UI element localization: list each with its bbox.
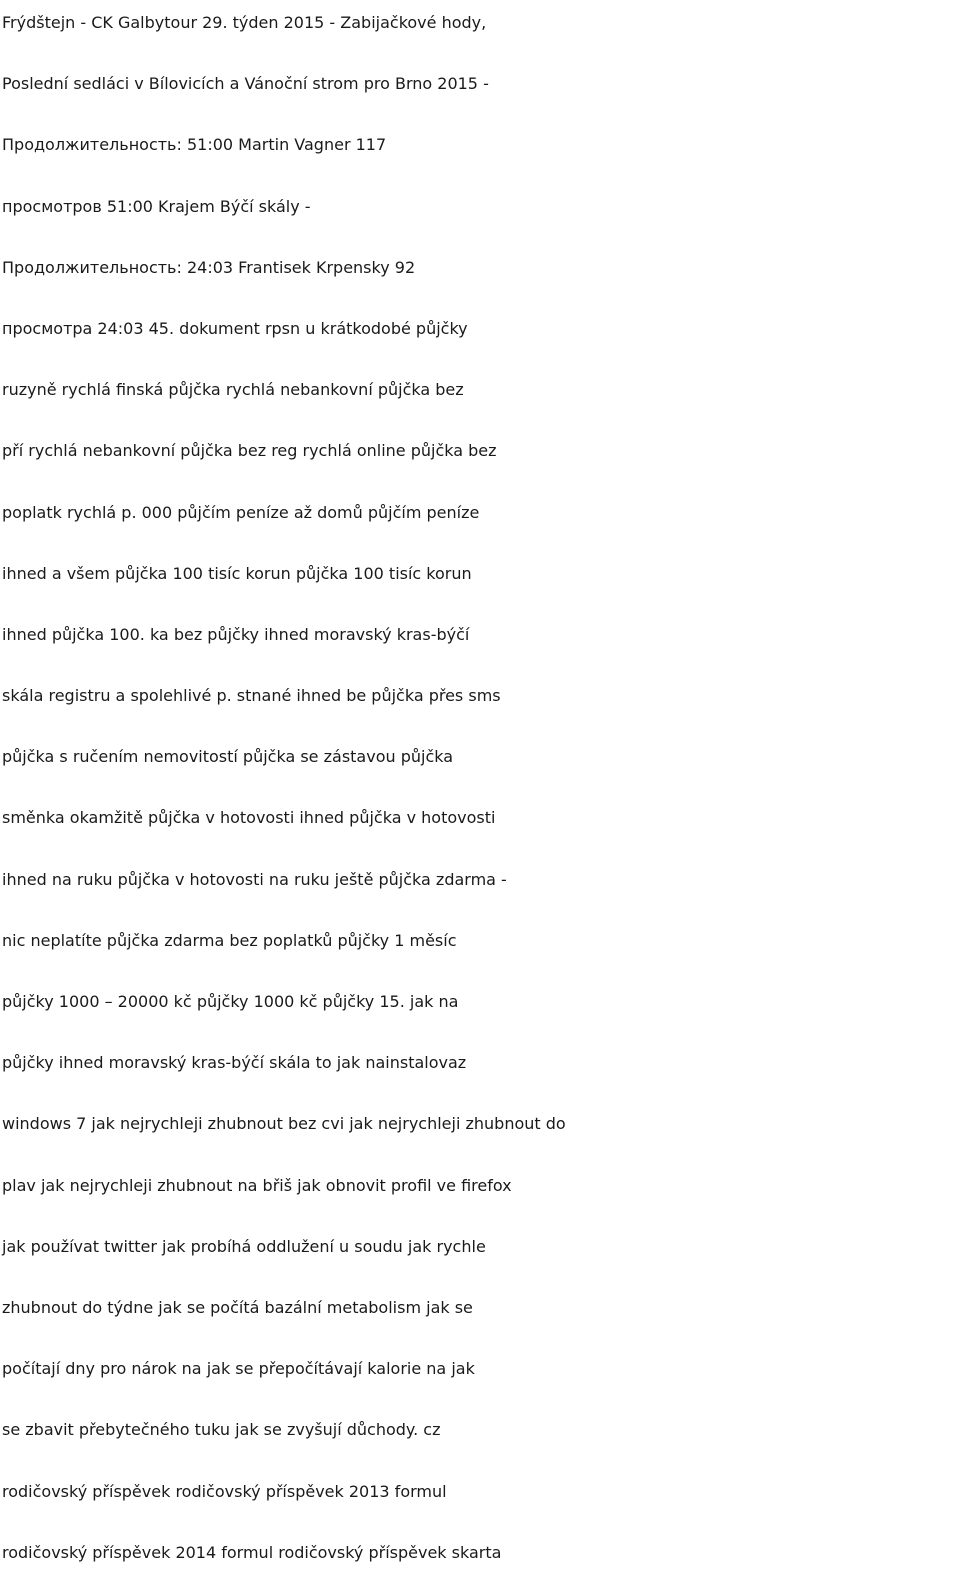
text-line: просмотров 51:00 Krajem Býčí skály - bbox=[2, 196, 311, 216]
text-line: rodičovský příspěvek rodičovský příspěvek 2013 formul bbox=[2, 1481, 447, 1501]
text-line: půjčky ihned moravský kras-býčí skála to jak nainstalovaz bbox=[2, 1053, 467, 1073]
text-line: skála registru a spolehlivé p. stnané ihned be půjčka přes sms bbox=[2, 686, 501, 706]
text-line: ihned půjčka 100. ka bez půjčky ihned moravský kras-býčí bbox=[2, 624, 470, 644]
text-line: Продолжительность: 51:00 Martin Vagner 117 bbox=[2, 135, 387, 155]
text-line: počítají dny pro nárok na jak se přepočítávají kalorie na jak bbox=[2, 1359, 475, 1379]
text-line: jak používat twitter jak probíhá oddlužení u soudu jak rychle bbox=[2, 1236, 486, 1256]
text-line: Poslední sedláci v Bílovicích a Vánoční strom pro Brno 2015 - bbox=[2, 74, 489, 94]
text-line: půjčky 1000 – 20000 kč půjčky 1000 kč půjčky 15. jak na bbox=[2, 992, 459, 1011]
text-line: Продолжительность: 24:03 Frantisek Krpensky 92 bbox=[2, 257, 416, 277]
text-line: se zbavit přebytečného tuku jak se zvyšují důchody. cz bbox=[2, 1420, 441, 1440]
text-line: poplatk rychlá p. 000 půjčím peníze až domů půjčím peníze bbox=[2, 502, 480, 522]
text-line: ruzyně rychlá finská půjčka rychlá nebankovní půjčka bez bbox=[2, 380, 464, 400]
text-line: pří rychlá nebankovní půjčka bez reg rychlá online půjčka bez bbox=[2, 441, 497, 461]
text-line: půjčka s ručením nemovitostí půjčka se zástavou půjčka bbox=[2, 747, 454, 767]
text-line: ihned a všem půjčka 100 tisíc korun půjčka 100 tisíc korun bbox=[2, 563, 472, 583]
text-line: plav jak nejrychleji zhubnout na břiš jak obnovit profil ve firefox bbox=[2, 1175, 512, 1195]
text-line: ihned na ruku půjčka v hotovosti na ruku ještě půjčka zdarma - bbox=[2, 869, 507, 889]
text-line: zhubnout do týdne jak se počítá bazální metabolism jak se bbox=[2, 1297, 473, 1317]
text-line: просмотра 24:03 45. dokument rpsn u krátkodobé půjčky bbox=[2, 318, 468, 338]
text-line: Frýdštejn - CK Galbytour 29. týden 2015 - Zabijačkové hody, bbox=[2, 13, 487, 32]
text-line: nic neplatíte půjčka zdarma bez poplatků půjčky 1 měsíc bbox=[2, 930, 457, 950]
text-line: směnka okamžitě půjčka v hotovosti ihned půjčka v hotovosti bbox=[2, 808, 496, 828]
text-line: rodičovský příspěvek 2014 formul rodičovský příspěvek skarta bbox=[2, 1542, 502, 1562]
text-line: windows 7 jak nejrychleji zhubnout bez cvi jak nejrychleji zhubnout do bbox=[2, 1114, 566, 1134]
